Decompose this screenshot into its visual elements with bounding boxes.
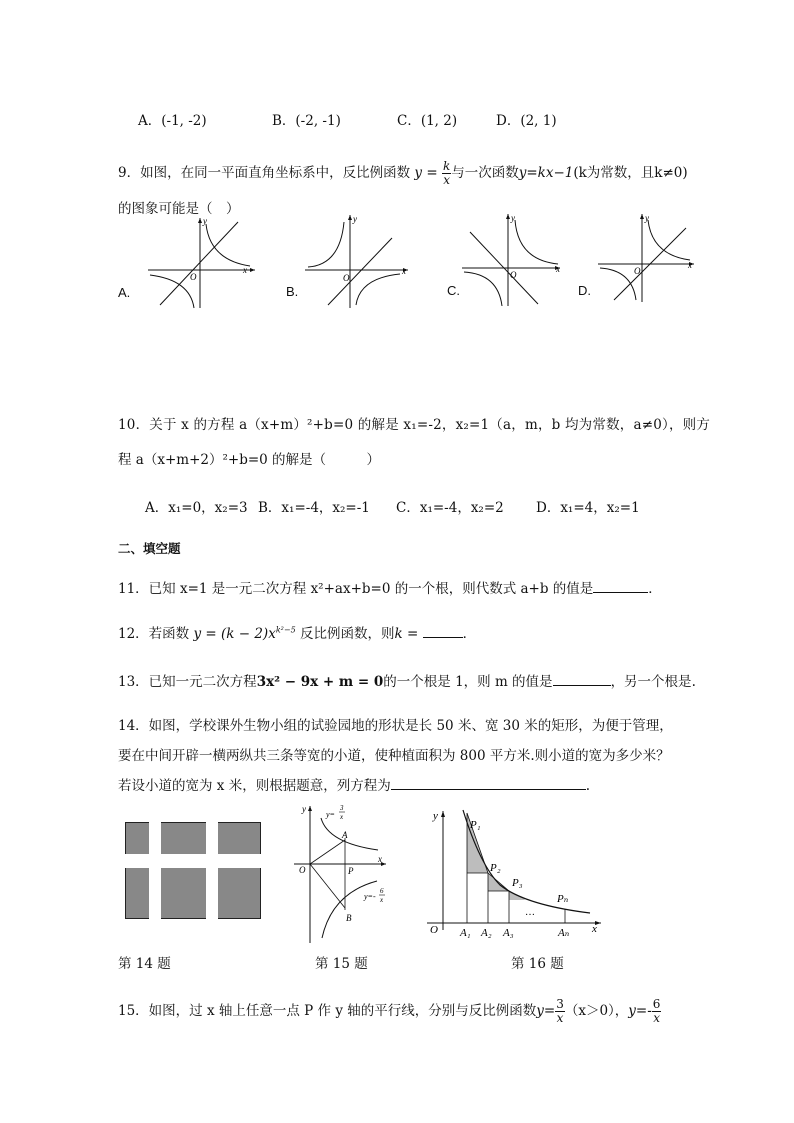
fig15-bot-den: x xyxy=(380,896,384,904)
q10-line2: 程 a（x+m+2）²+b=0 的解是（ ） xyxy=(118,452,381,468)
q12-pre: 12．若函数 xyxy=(118,626,190,642)
fig15-top-label: y= xyxy=(326,810,335,819)
q15-d1: x xyxy=(556,1011,564,1025)
q12-blank[interactable] xyxy=(423,637,463,638)
q9-linear: y=kx−1 xyxy=(518,165,574,181)
q13-pre: 13．已知一元二次方程 xyxy=(118,674,257,690)
section-fill-in-title: 二、填空题 xyxy=(118,541,181,556)
fig16-p1: P₁ xyxy=(470,819,481,831)
fig15-bot-num: 6 xyxy=(380,887,384,895)
q9-label-b: B. xyxy=(286,284,299,299)
q9-frac-den: x xyxy=(443,173,450,187)
q15-n1: 3 xyxy=(556,997,564,1011)
q13-mid: 的一个根是 1，则 m 的值是 xyxy=(383,674,553,690)
fig16-y-axis: y xyxy=(433,810,438,822)
q15-frac-1 xyxy=(555,998,565,1025)
q15-y2: y=- xyxy=(628,1003,652,1019)
fig16-a3: A₃ xyxy=(503,927,514,939)
fig15-top-num: 3 xyxy=(340,804,344,812)
q13-equation: 3x² − 9x + m = 0 xyxy=(256,674,384,690)
q9-graph-c xyxy=(460,210,565,310)
q9-number: 9． xyxy=(118,165,141,181)
q9-graph-a xyxy=(120,210,260,310)
fig14-horizontal-path xyxy=(125,854,261,868)
q15-y1: y= xyxy=(536,1003,556,1019)
fig14-vertical-path-left xyxy=(149,822,161,919)
q9-graph-d xyxy=(596,210,701,305)
q13 xyxy=(118,670,696,690)
q12-k: k = xyxy=(394,626,419,642)
q15-frac-2 xyxy=(652,998,662,1025)
fig15-bot-label: y=- xyxy=(364,892,376,901)
q9-stem-line2: 的图象可能是（ ） xyxy=(118,201,240,217)
q9a-y-label: y xyxy=(203,216,207,226)
q14-blank[interactable] xyxy=(391,789,586,790)
q14-line3: 若设小道的宽为 x 米，则根据题意，列方程为 xyxy=(118,778,391,794)
q15-cond: （x＞0）， xyxy=(564,1003,629,1019)
fig15-point-a: A xyxy=(342,830,348,840)
q14-line1: 14．如图，学校课外生物小组的试验园地的形状是长 50 米、宽 30 米的矩形，为便于管理， xyxy=(118,718,673,734)
q9c-origin: O xyxy=(510,270,517,280)
q14-end: . xyxy=(585,778,590,794)
fig16-origin: O xyxy=(430,924,438,936)
q9-label-d: D. xyxy=(578,283,591,298)
q14-line2: 要在中间开辟一横两纵共三条等宽的小道，使种植面积为 800 平方米.则小道的宽为多少米？ xyxy=(118,748,670,764)
fig16-a1: A₁ xyxy=(460,927,471,939)
fig16-p2: P₂ xyxy=(490,862,501,874)
fig14-vertical-path-right xyxy=(206,822,218,919)
q12 xyxy=(118,622,476,642)
fig15-point-p: P xyxy=(348,866,354,876)
q11-blank[interactable] xyxy=(593,592,648,593)
q8-option-a: A．(-1, -2) xyxy=(138,113,207,129)
q9d-origin: O xyxy=(634,266,641,276)
caption-14: 第 14 题 xyxy=(118,956,171,972)
q15-d2: x xyxy=(653,1011,660,1025)
caption-15: 第 15 题 xyxy=(315,956,368,972)
fig15-y-axis: y xyxy=(302,804,306,814)
q9-frac-num: k xyxy=(442,159,451,173)
fig15-x-axis: x xyxy=(378,854,382,864)
q8-option-c: C．(1, 2) xyxy=(397,113,458,129)
q9-text-b: 与一次函数 xyxy=(451,165,519,181)
fig16-a2: A₂ xyxy=(481,927,492,939)
q15 xyxy=(118,998,661,1025)
caption-16: 第 16 题 xyxy=(511,956,564,972)
q9-graph-b xyxy=(300,210,415,310)
q13-end: . xyxy=(691,674,696,690)
q9-text-c: (k为常数，且k≠0) xyxy=(573,165,688,181)
fig16-dots: … xyxy=(525,907,535,918)
q9a-x-label: x xyxy=(243,265,247,275)
q9-label-a: A. xyxy=(118,285,131,300)
fig16-p3: P₃ xyxy=(512,877,523,889)
q13-post: ，另一个根是 xyxy=(610,674,692,690)
q12-post: 反比例函数，则 xyxy=(299,626,395,642)
q15-n2: 6 xyxy=(652,997,661,1011)
fig16-x-axis: x xyxy=(592,923,597,935)
q9c-x-label: x xyxy=(556,264,560,274)
q11-end: ． xyxy=(648,581,662,597)
fig15-point-b: B xyxy=(346,913,352,923)
q14-line3-wrap xyxy=(118,774,590,794)
figure-15 xyxy=(292,798,392,948)
q12-func: y = (k − 2)x xyxy=(193,626,276,642)
fig16-an: Aₙ xyxy=(558,927,570,939)
q9-text-a: 如图，在同一平面直角坐标系中，反比例函数 xyxy=(140,165,411,181)
q8-option-b: B．(-2, -1) xyxy=(272,113,341,129)
q9b-origin: O xyxy=(343,273,350,283)
q11-text: 11．已知 x=1 是一元二次方程 x²+ax+b=0 的一个根，则代数式 a+b 的值是 xyxy=(118,581,594,597)
q9-label-c: C. xyxy=(447,283,460,298)
q9-stem: 9．如图，在同一平面直角坐标系中，反比例函数 y = $\frac{k}{x}$ 与一次函数y=kx−1(k为常数，且k≠0) xyxy=(118,159,688,187)
q9b-x-label: x xyxy=(402,266,406,276)
q10-option-b: B．x₁=-4，x₂=-1 xyxy=(258,500,370,516)
q12-end: ． xyxy=(462,626,477,642)
q9d-x-label: x xyxy=(688,260,692,270)
q9a-origin: O xyxy=(190,272,197,282)
q15-text: 15．如图，过 x 轴上任意一点 P 作 y 轴的平行线，分别与反比例函数 xyxy=(118,1003,537,1019)
q9-y: y xyxy=(414,165,423,181)
q10-option-d: D．x₁=4，x₂=1 xyxy=(536,500,640,516)
figure-14 xyxy=(125,822,262,920)
q9-fraction xyxy=(442,160,451,187)
q8-option-d: D．(2, 1) xyxy=(496,113,557,129)
fig15-origin: O xyxy=(299,865,306,875)
q13-blank-1[interactable] xyxy=(553,685,611,686)
fig15-top-den: x xyxy=(340,813,344,821)
q10-option-c: C．x₁=-4，x₂=2 xyxy=(396,500,504,516)
q10-option-a: A．x₁=0，x₂=3 xyxy=(145,500,248,516)
q12-exp: k²−5 xyxy=(275,625,296,635)
q9b-y-label: y xyxy=(353,214,357,224)
q9c-y-label: y xyxy=(511,213,515,223)
fig16-pn: Pₙ xyxy=(557,893,569,905)
q9d-y-label: y xyxy=(645,213,649,223)
q10-line1: 10．关于 x 的方程 a（x+m）²+b=0 的解是 x₁=-2，x₂=1（a，m，b 均为常数，a≠0），则方 xyxy=(118,417,711,433)
q11 xyxy=(118,577,662,597)
figure-16 xyxy=(425,805,615,940)
